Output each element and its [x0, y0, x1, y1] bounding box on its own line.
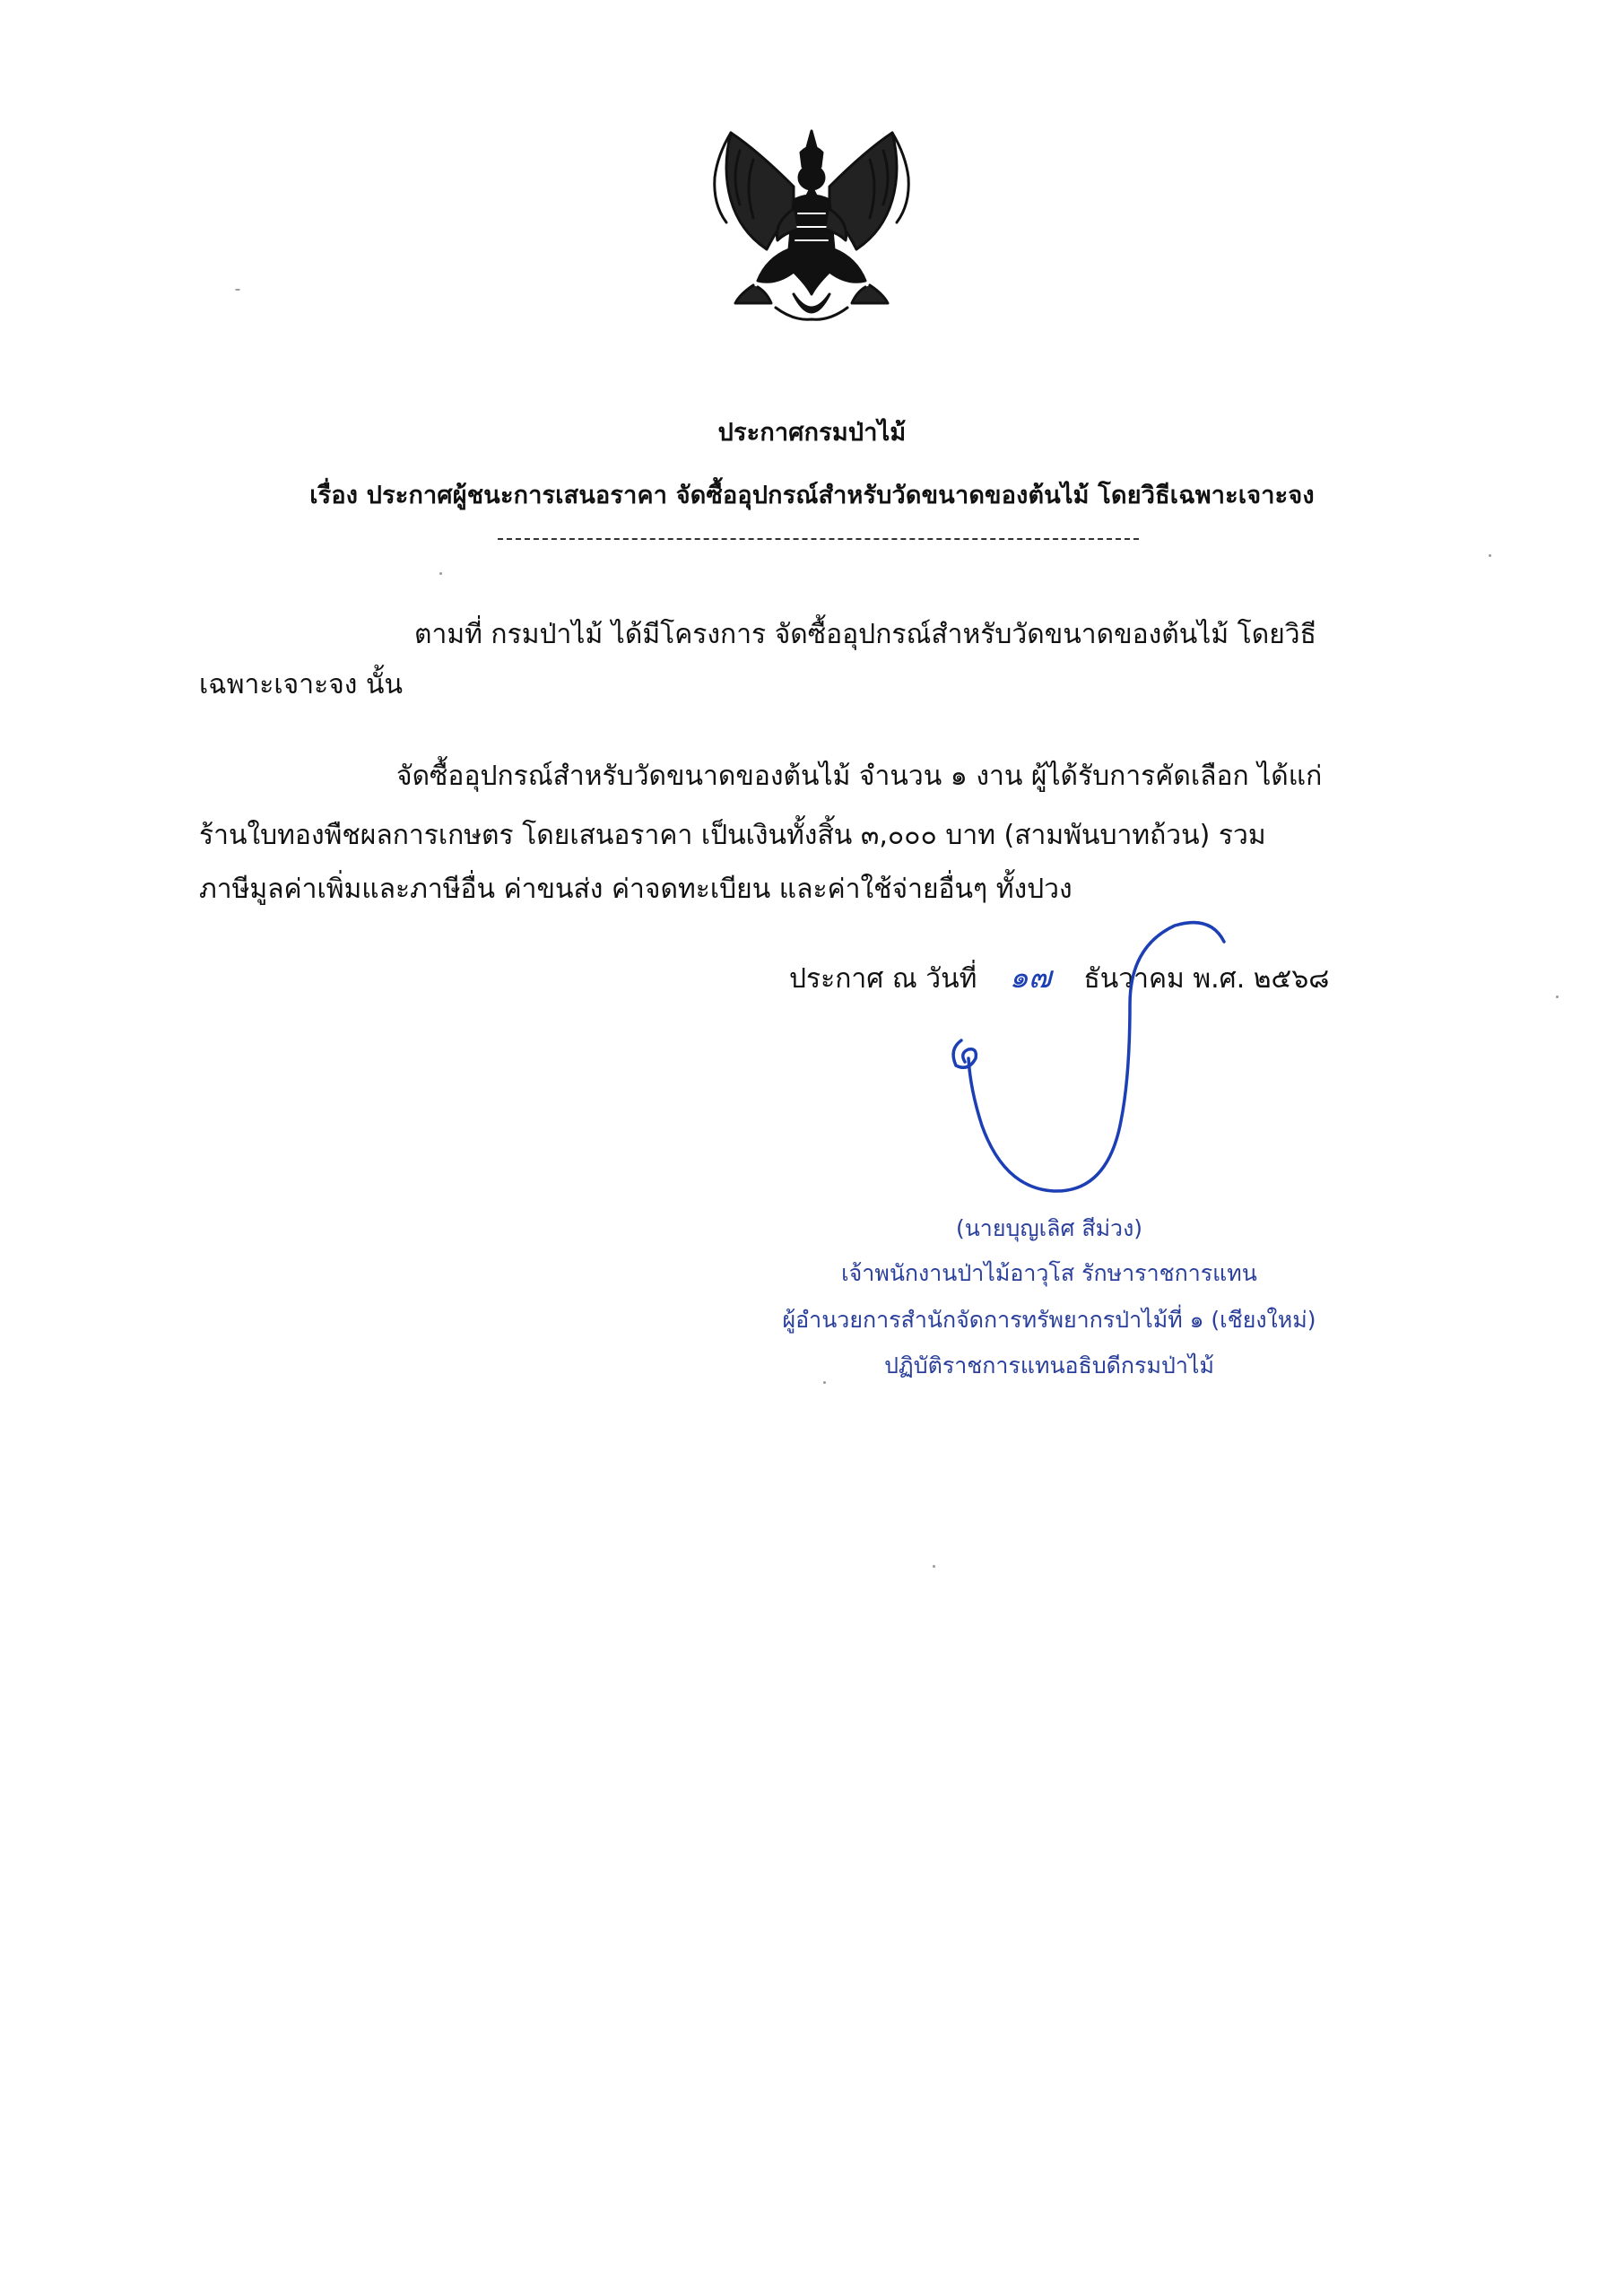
garuda-emblem-icon — [704, 115, 919, 339]
signatory-name: (นายบุญเลิศ สีม่วง) — [955, 1215, 1143, 1241]
document-title: ประกาศกรมป่าไม้ — [717, 419, 907, 447]
scan-speck — [1556, 996, 1559, 998]
scan-speck — [823, 1381, 826, 1384]
title-divider — [498, 538, 1139, 540]
paragraph1-line2: เฉพาะเจาะจง นั้น — [199, 669, 403, 700]
signatory-position-line2: ผู้อำนวยการสำนักจัดการทรัพยากรป่าไม้ที่ ๑ (เชียงใหม่) — [782, 1307, 1316, 1333]
signatory-position-line1: เจ้าพนักงานป่าไม้อาวุโส รักษาราชการแทน — [841, 1260, 1257, 1286]
scan-speck — [439, 572, 442, 575]
scan-speck — [235, 289, 240, 291]
paragraph2-line2: ร้านใบทองพืชผลการเกษตร โดยเสนอราคา เป็นเงินทั้งสิ้น ๓,๐๐๐ บาท (สามพันบาทถ้วน) รวม — [199, 820, 1266, 851]
paragraph1-line1: ตามที่ กรมป่าไม้ ได้มีโครงการ จัดซื้ออุปกรณ์สำหรับวัดขนาดของต้นไม้ โดยวิธี — [414, 619, 1316, 650]
handwritten-signature — [906, 906, 1264, 1220]
scan-speck — [1489, 554, 1491, 557]
date-day-handwritten: ๑๗ — [1009, 960, 1052, 996]
signatory-position-line3: ปฏิบัติราชการแทนอธิบดีกรมป่าไม้ — [884, 1352, 1214, 1378]
date-month-year: ธันวาคม พ.ศ. ๒๕๖๘ — [1083, 963, 1330, 995]
paragraph2-line1: จัดซื้ออุปกรณ์สำหรับวัดขนาดของต้นไม้ จำนวน ๑ งาน ผู้ได้รับการคัดเลือก ได้แก่ — [396, 761, 1323, 792]
paragraph2-line3: ภาษีมูลค่าเพิ่มและภาษีอื่น ค่าขนส่ง ค่าจดทะเบียน และค่าใช้จ่ายอื่นๆ ทั้งปวง — [199, 874, 1073, 905]
scan-speck — [933, 1565, 935, 1568]
date-prefix: ประกาศ ณ วันที่ — [789, 963, 977, 995]
document-subject: เรื่อง ประกาศผู้ชนะการเสนอราคา จัดซื้ออุปกรณ์สำหรับวัดขนาดของต้นไม้ โดยวิธีเฉพาะเจาะจง — [309, 482, 1315, 509]
